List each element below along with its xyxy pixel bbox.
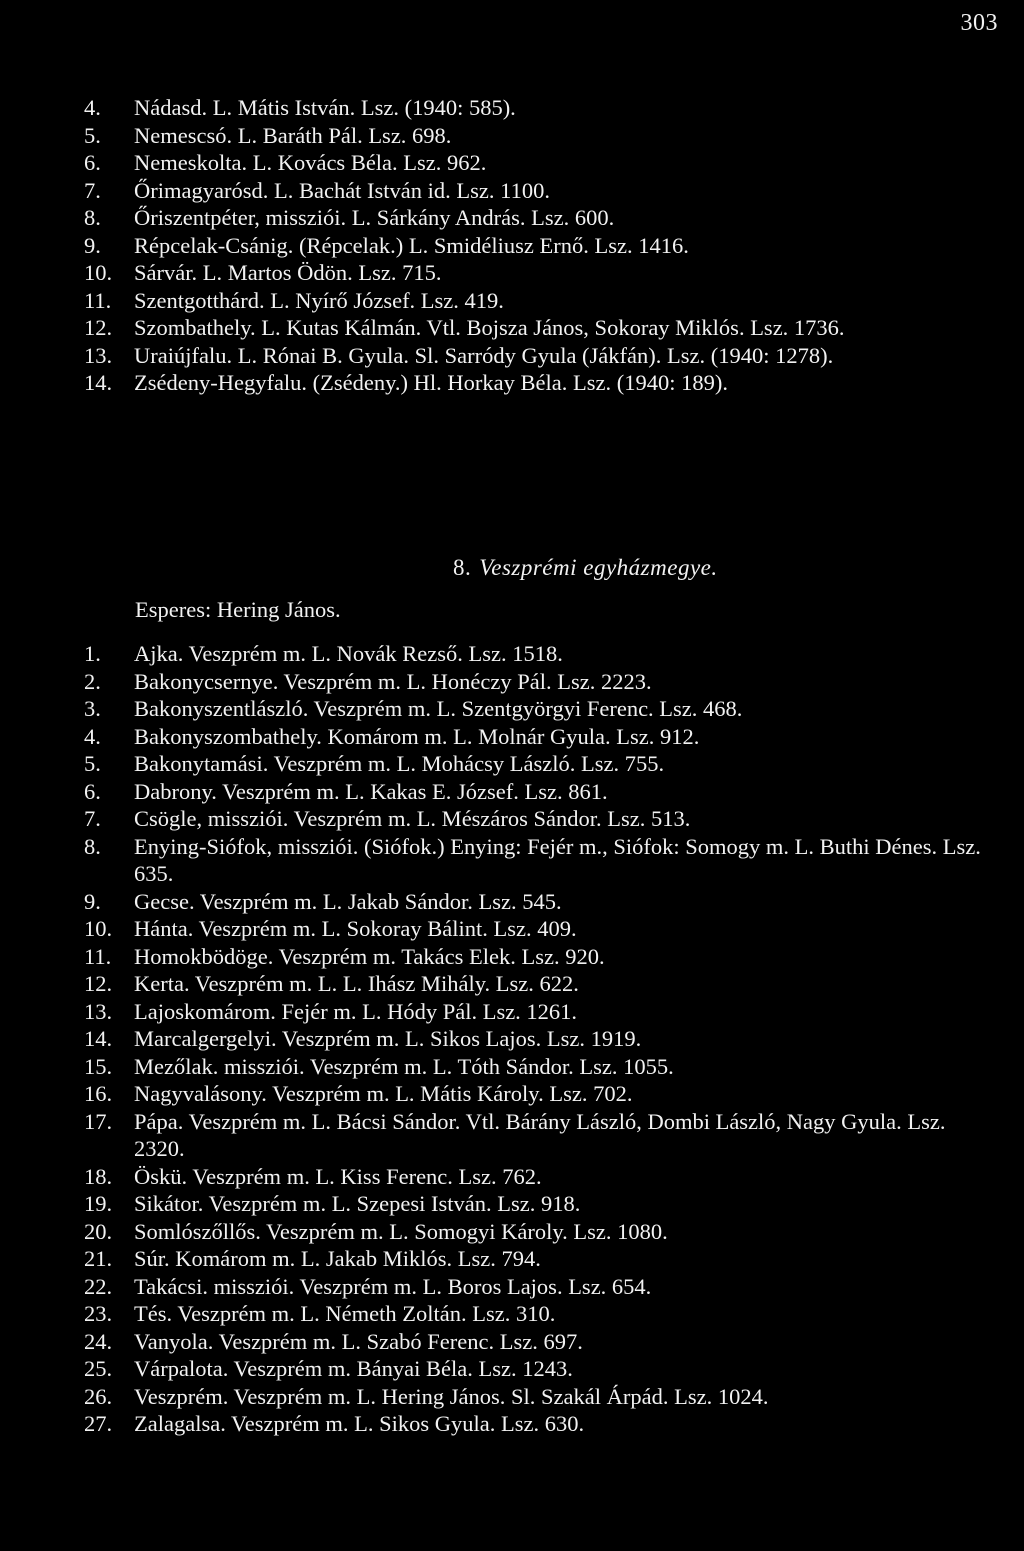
list-item bbox=[84, 1300, 1004, 1328]
list-item bbox=[84, 122, 1004, 150]
list-item bbox=[84, 1108, 1004, 1163]
list-item bbox=[84, 342, 1004, 370]
entry-text: Bakonyszombathely. Komárom m. L. Molnár Gyula. Lsz. 912. bbox=[134, 723, 700, 749]
entry-number: 12. bbox=[84, 315, 113, 340]
entry-text: Hánta. Veszprém m. L. Sokoray Bálint. Lsz. 409. bbox=[134, 916, 577, 941]
entry-number: 14. bbox=[84, 1026, 113, 1051]
entry-text: Vanyola. Veszprém m. L. Szabó Ferenc. Lsz. 697. bbox=[134, 1328, 583, 1354]
entry-number: 12. bbox=[84, 971, 113, 996]
list-item bbox=[84, 1053, 1004, 1081]
entry-text: Nádasd. L. Mátis István. Lsz. (1940: 585). bbox=[134, 95, 516, 120]
entry-text: Zalagalsa. Veszprém m. L. Sikos Gyula. Lsz. 630. bbox=[134, 1411, 585, 1436]
entry-text: Bakonyszentlászló. Veszprém m. L. Szentgyörgyi Ferenc. Lsz. 468. bbox=[134, 696, 743, 721]
entry-text: Szentgotthárd. L. Nyírő József. Lsz. 419. bbox=[134, 287, 504, 313]
entry-text: Somlószőllős. Veszprém m. L. Somogyi Károly. Lsz. 1080. bbox=[134, 1218, 668, 1244]
entry-number: 8. bbox=[84, 205, 101, 230]
dean-line: Esperes: Hering János. bbox=[135, 597, 341, 622]
list-item bbox=[84, 915, 1004, 943]
entry-number: 1. bbox=[84, 641, 101, 666]
entry-number: 5. bbox=[84, 122, 101, 148]
entry-number: 14. bbox=[84, 370, 113, 395]
entry-number: 25. bbox=[84, 1356, 113, 1381]
entry-text: Nagyvalásony. Veszprém m. L. Mátis Károly. Lsz. 702. bbox=[134, 1081, 633, 1106]
entry-number: 18. bbox=[84, 1163, 113, 1189]
list-item bbox=[84, 695, 1004, 723]
entry-text: Lajoskomárom. Fejér m. L. Hódy Pál. Lsz. 1261. bbox=[134, 998, 578, 1024]
entry-text: Zsédeny-Hegyfalu. (Zsédeny.) Hl. Horkay Béla. Lsz. (1940: 189). bbox=[134, 370, 728, 395]
entry-number: 4. bbox=[84, 723, 101, 749]
list-item bbox=[84, 888, 1004, 916]
list-item bbox=[84, 204, 1004, 232]
list-item bbox=[84, 1163, 1004, 1191]
entry-number: 6. bbox=[84, 150, 101, 175]
entry-number: 23. bbox=[84, 1301, 113, 1326]
entry-number: 8. bbox=[84, 833, 101, 859]
list-item bbox=[84, 723, 1004, 751]
list-item bbox=[84, 805, 1004, 833]
entry-text: Veszprém. Veszprém m. L. Hering János. Sl. Szakál Árpád. Lsz. 1024. bbox=[134, 1383, 769, 1409]
list-item bbox=[84, 314, 1004, 342]
entry-text: Pápa. Veszprém m. L. Bácsi Sándor. Vtl. Bárány László, Dombi László, Nagy Gyula. Lsz. 2320. bbox=[134, 1108, 946, 1161]
entry-text: Tés. Veszprém m. L. Németh Zoltán. Lsz. 310. bbox=[134, 1301, 556, 1326]
entry-number: 6. bbox=[84, 778, 101, 804]
parish-list-continued bbox=[84, 94, 1004, 397]
entry-text: Sikátor. Veszprém m. L. Szepesi István. Lsz. 918. bbox=[134, 1191, 581, 1216]
diocese-title: Veszprémi egyházmegye. bbox=[479, 555, 718, 580]
entry-number: 7. bbox=[84, 177, 101, 203]
entry-text: Őriszentpéter, missziói. L. Sárkány András. Lsz. 600. bbox=[134, 205, 615, 230]
entry-number: 7. bbox=[84, 806, 101, 831]
list-item bbox=[84, 1273, 1004, 1301]
list-item bbox=[84, 94, 1004, 122]
list-item bbox=[84, 369, 1004, 397]
entry-text: Nemescsó. L. Baráth Pál. Lsz. 698. bbox=[134, 122, 452, 148]
entry-text: Ajka. Veszprém m. L. Novák Rezső. Lsz. 1518. bbox=[134, 641, 563, 666]
entry-text: Csögle, missziói. Veszprém m. L. Mészáros Sándor. Lsz. 513. bbox=[134, 806, 691, 831]
list-item bbox=[84, 640, 1004, 668]
list-item bbox=[84, 833, 1004, 888]
list-item bbox=[84, 998, 1004, 1026]
entry-number: 9. bbox=[84, 232, 101, 258]
entry-text: Homokbödöge. Veszprém m. Takács Elek. Lsz. 920. bbox=[134, 943, 605, 969]
entry-number: 9. bbox=[84, 888, 101, 914]
entry-text: Őrimagyarósd. L. Bachát István id. Lsz. 1100. bbox=[134, 177, 550, 203]
list-item bbox=[84, 750, 1004, 778]
list-item bbox=[84, 1245, 1004, 1273]
entry-text: Kerta. Veszprém m. L. L. Ihász Mihály. Lsz. 622. bbox=[134, 971, 579, 996]
entry-number: 21. bbox=[84, 1246, 113, 1271]
list-item bbox=[84, 1190, 1004, 1218]
entry-number: 3. bbox=[84, 696, 101, 721]
entry-number: 22. bbox=[84, 1273, 113, 1299]
entry-number: 2. bbox=[84, 668, 101, 694]
entry-number: 24. bbox=[84, 1328, 113, 1354]
entry-number: 5. bbox=[84, 751, 101, 776]
list-item bbox=[84, 1410, 1004, 1438]
entry-number: 11. bbox=[84, 287, 112, 313]
diocese-number: 8. bbox=[453, 555, 472, 580]
entry-text: Dabrony. Veszprém m. L. Kakas E. József. Lsz. 861. bbox=[134, 778, 608, 804]
entry-number: 10. bbox=[84, 260, 113, 285]
entry-text: Takácsi. missziói. Veszprém m. L. Boros Lajos. Lsz. 654. bbox=[134, 1273, 652, 1299]
entry-number: 15. bbox=[84, 1053, 113, 1079]
list-item bbox=[84, 287, 1004, 315]
list-item bbox=[84, 1355, 1004, 1383]
list-item bbox=[84, 259, 1004, 287]
list-item bbox=[84, 1025, 1004, 1053]
entry-number: 27. bbox=[84, 1411, 113, 1436]
entry-text: Sárvár. L. Martos Ödön. Lsz. 715. bbox=[134, 260, 442, 285]
list-item bbox=[84, 1218, 1004, 1246]
list-item bbox=[84, 778, 1004, 806]
entry-number: 19. bbox=[84, 1191, 113, 1216]
diocese-heading bbox=[453, 555, 718, 581]
entry-text: Marcalgergelyi. Veszprém m. L. Sikos Lajos. Lsz. 1919. bbox=[134, 1026, 642, 1051]
entry-text: Súr. Komárom m. L. Jakab Miklós. Lsz. 794. bbox=[134, 1246, 541, 1271]
entry-number: 11. bbox=[84, 943, 112, 969]
list-item bbox=[84, 1383, 1004, 1411]
list-item bbox=[84, 1328, 1004, 1356]
page-number: 303 bbox=[960, 10, 998, 36]
entry-number: 20. bbox=[84, 1218, 113, 1244]
list-item bbox=[84, 232, 1004, 260]
list-item bbox=[84, 668, 1004, 696]
entry-text: Nemeskolta. L. Kovács Béla. Lsz. 962. bbox=[134, 150, 487, 175]
entry-text: Uraiújfalu. L. Rónai B. Gyula. Sl. Sarródy Gyula (Jákfán). Lsz. (1940: 1278). bbox=[134, 342, 834, 368]
entry-number: 26. bbox=[84, 1383, 113, 1409]
entry-text: Bakonycsernye. Veszprém m. L. Honéczy Pál. Lsz. 2223. bbox=[134, 668, 652, 694]
entry-text: Gecse. Veszprém m. L. Jakab Sándor. Lsz. 545. bbox=[134, 888, 562, 914]
entry-number: 4. bbox=[84, 95, 101, 120]
list-item bbox=[84, 1080, 1004, 1108]
list-item bbox=[84, 943, 1004, 971]
entry-text: Répcelak-Csánig. (Répcelak.) L. Smidéliusz Ernő. Lsz. 1416. bbox=[134, 232, 689, 258]
entry-text: Mezőlak. missziói. Veszprém m. L. Tóth Sándor. Lsz. 1055. bbox=[134, 1053, 674, 1079]
list-item bbox=[84, 149, 1004, 177]
entry-text: Enying-Siófok, missziói. (Siófok.) Enying: Fejér m., Siófok: Somogy m. L. Buthi Dénes. Lsz. 635. bbox=[134, 833, 981, 886]
parish-list-veszprem bbox=[84, 640, 1004, 1438]
entry-number: 17. bbox=[84, 1108, 113, 1134]
entry-text: Öskü. Veszprém m. L. Kiss Ferenc. Lsz. 762. bbox=[134, 1163, 542, 1189]
entry-number: 10. bbox=[84, 916, 113, 941]
entry-text: Szombathely. L. Kutas Kálmán. Vtl. Bojsza János, Sokoray Miklós. Lsz. 1736. bbox=[134, 315, 845, 340]
entry-number: 16. bbox=[84, 1081, 113, 1106]
list-item bbox=[84, 177, 1004, 205]
entry-text: Bakonytamási. Veszprém m. L. Mohácsy László. Lsz. 755. bbox=[134, 751, 665, 776]
list-item bbox=[84, 970, 1004, 998]
entry-text: Várpalota. Veszprém m. Bányai Béla. Lsz. 1243. bbox=[134, 1356, 573, 1381]
entry-number: 13. bbox=[84, 998, 113, 1024]
entry-number: 13. bbox=[84, 342, 113, 368]
